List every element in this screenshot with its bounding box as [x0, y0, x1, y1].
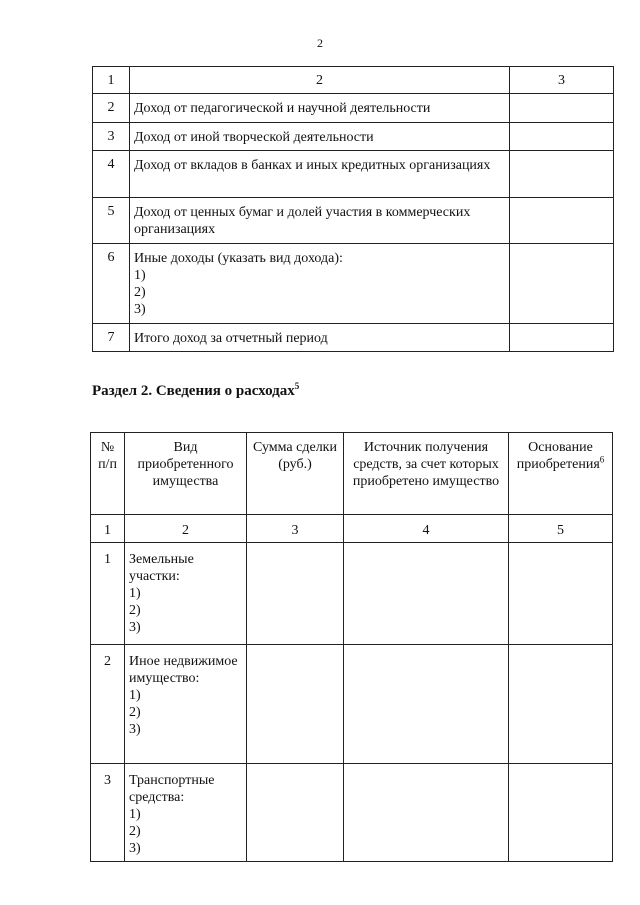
column-number-row [91, 515, 613, 543]
row-label-block [125, 645, 247, 764]
sub-item: 3) [129, 841, 141, 856]
row-label: Доход от ценных бумаг и долей участия в коммерческих организациях [130, 198, 510, 244]
row-label: Итого доход за отчетный период [130, 324, 510, 352]
value-cell[interactable] [510, 244, 614, 324]
value-cell[interactable] [509, 764, 613, 862]
column-number: 4 [344, 515, 509, 543]
sub-item: 3) [134, 302, 146, 317]
column-number: 2 [125, 515, 247, 543]
table-header-row [91, 433, 613, 515]
header-cell: № п/п [91, 433, 125, 515]
table-row [91, 764, 613, 862]
expenses-table [90, 432, 613, 862]
row-number: 5 [93, 198, 130, 244]
table-header-row [93, 67, 614, 94]
row-label: Иное недвижимое имущество: [129, 654, 238, 686]
row-number: 2 [91, 645, 125, 764]
header-cell: 3 [510, 67, 614, 94]
header-cell: Вид приобретенного имущества [125, 433, 247, 515]
sub-item: 2) [129, 705, 141, 720]
sub-item: 1) [129, 586, 141, 601]
row-number: 4 [93, 151, 130, 198]
value-cell[interactable] [510, 324, 614, 352]
sub-item: 2) [129, 824, 141, 839]
sub-item: 3) [129, 620, 141, 635]
sub-item: 2) [134, 285, 146, 300]
sub-item: 1) [129, 688, 141, 703]
header-cell: 2 [130, 67, 510, 94]
table-row [93, 94, 614, 123]
value-cell[interactable] [510, 94, 614, 123]
table-row [93, 198, 614, 244]
value-cell[interactable] [247, 543, 344, 645]
row-label: Транспортные средства: [129, 773, 215, 805]
row-label-block [125, 543, 247, 645]
footnote-mark: 5 [294, 381, 300, 391]
column-number: 3 [247, 515, 344, 543]
value-cell[interactable] [344, 543, 509, 645]
value-cell[interactable] [509, 645, 613, 764]
table-row [91, 543, 613, 645]
sub-item: 1) [134, 268, 146, 283]
income-table [92, 66, 614, 352]
row-label-block [130, 244, 510, 324]
row-label: Доход от педагогической и научной деятельности [130, 94, 510, 123]
value-cell[interactable] [510, 151, 614, 198]
table-row [93, 151, 614, 198]
header-cell [509, 433, 613, 515]
header-cell: Сумма сделки (руб.) [247, 433, 344, 515]
sub-item: 2) [129, 603, 141, 618]
row-number: 3 [93, 123, 130, 151]
table-row [93, 244, 614, 324]
row-label: Доход от вкладов в банках и иных кредитных организациях [130, 151, 510, 198]
row-label: Иные доходы (указать вид дохода): [134, 251, 343, 266]
table-row [91, 645, 613, 764]
header-text: Основание приобретения [516, 440, 600, 472]
value-cell[interactable] [510, 198, 614, 244]
value-cell[interactable] [509, 543, 613, 645]
sub-item: 1) [129, 807, 141, 822]
row-number: 3 [91, 764, 125, 862]
sub-item: 3) [129, 722, 141, 737]
value-cell[interactable] [510, 123, 614, 151]
table-row [93, 123, 614, 151]
table-row [93, 324, 614, 352]
row-label: Доход от иной творческой деятельности [130, 123, 510, 151]
row-number: 1 [91, 543, 125, 645]
section-title-text: Раздел 2. Сведения о расходах [92, 383, 295, 399]
header-cell: Источник получения средств, за счет которых приобретено имущество [344, 433, 509, 515]
value-cell[interactable] [344, 764, 509, 862]
column-number: 1 [91, 515, 125, 543]
value-cell[interactable] [247, 645, 344, 764]
header-cell: 1 [93, 67, 130, 94]
row-label-block [125, 764, 247, 862]
footnote-mark: 6 [599, 454, 605, 465]
row-number: 6 [93, 244, 130, 324]
row-number: 7 [93, 324, 130, 352]
row-number: 2 [93, 94, 130, 123]
value-cell[interactable] [247, 764, 344, 862]
section-title [92, 383, 299, 400]
row-label: Земельные участки: [129, 552, 194, 584]
page-number: 2 [317, 36, 323, 50]
column-number: 5 [509, 515, 613, 543]
value-cell[interactable] [344, 645, 509, 764]
